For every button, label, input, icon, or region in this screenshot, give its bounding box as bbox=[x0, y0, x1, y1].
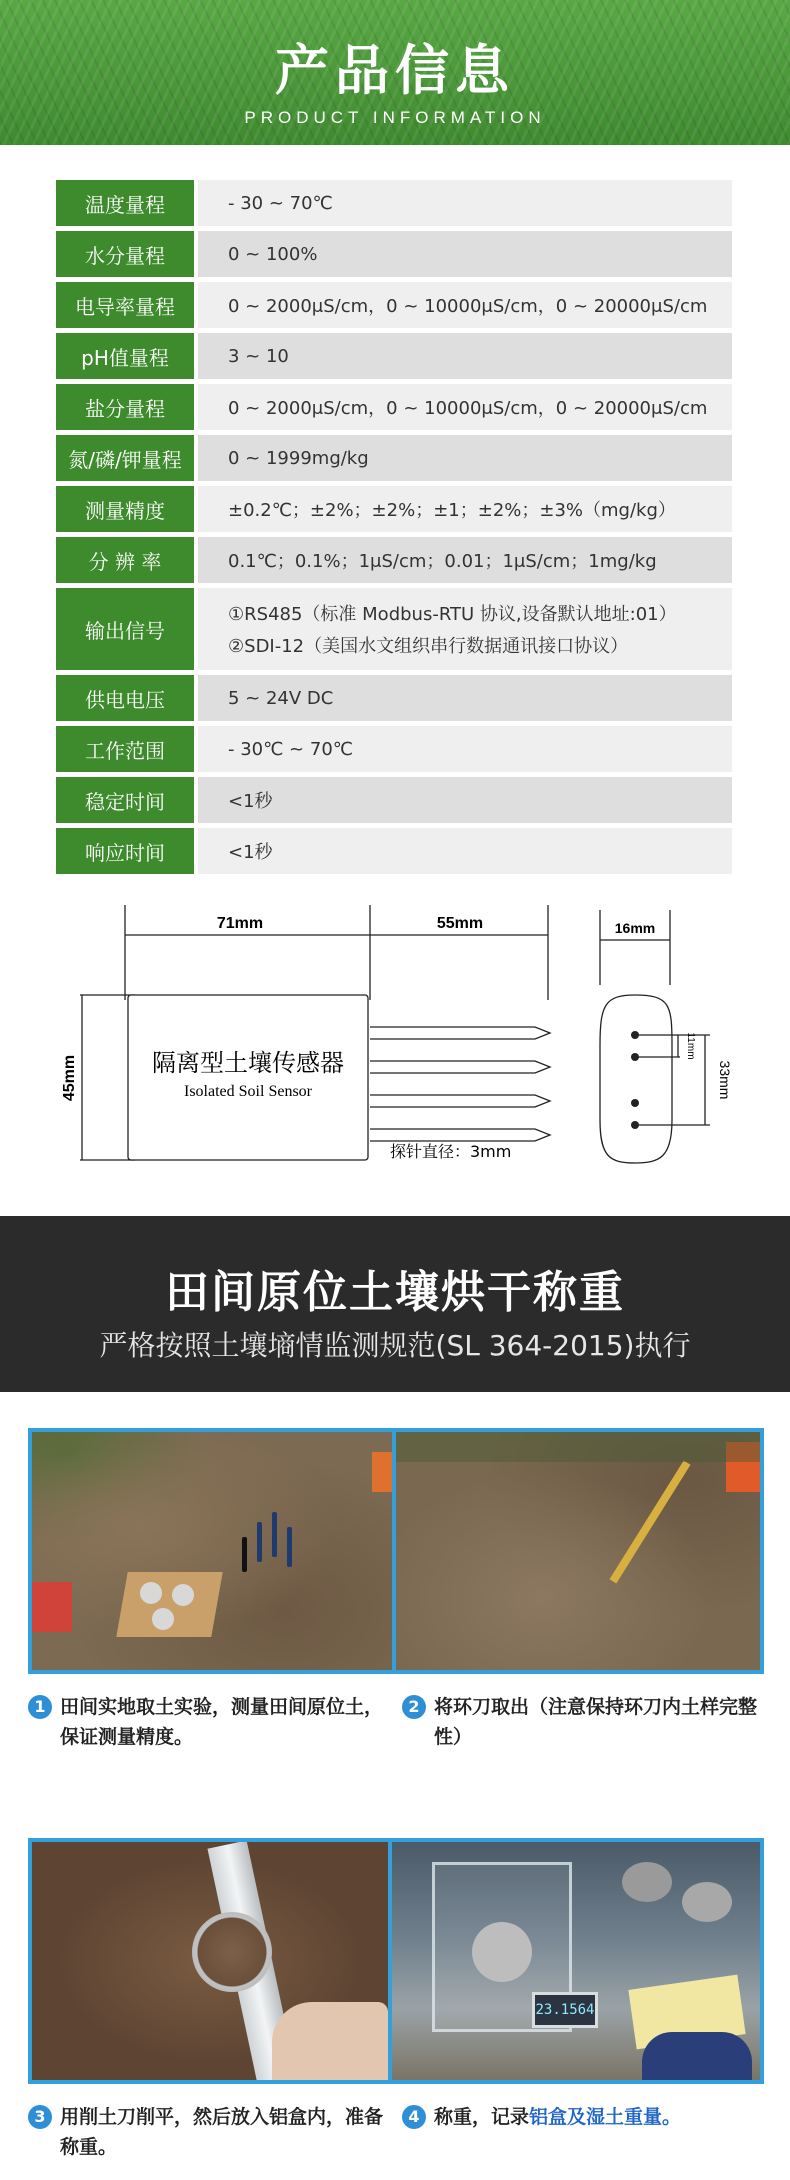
dim-label-width: 16mm bbox=[614, 920, 656, 936]
dimension-drawing-svg bbox=[60, 895, 740, 1175]
header-banner bbox=[0, 0, 790, 145]
section-banner bbox=[0, 1216, 790, 1392]
photo-row-1 bbox=[28, 1428, 764, 1674]
spec-value: 5 ~ 24V DC bbox=[198, 675, 732, 721]
ring-knife-image bbox=[192, 1912, 272, 1992]
spec-label: 分 辨 率 bbox=[56, 537, 194, 583]
sensor-name-en: Isolated Soil Sensor bbox=[184, 1083, 312, 1100]
bucket-image bbox=[32, 1582, 72, 1632]
ring-knife-image bbox=[140, 1582, 162, 1604]
hand-image bbox=[642, 2032, 752, 2080]
spec-value: 0 ~ 2000μS/cm，0 ~ 10000μS/cm，0 ~ 20000μS/cm bbox=[198, 384, 732, 430]
photo-weighing bbox=[392, 1842, 760, 2080]
spec-table bbox=[56, 180, 732, 879]
section-title: 田间原位土壤烘干称重 bbox=[165, 1267, 625, 1318]
step-number: 3 bbox=[28, 2105, 52, 2129]
aluminum-box-image bbox=[622, 1862, 672, 1902]
sensor-probe-image bbox=[257, 1522, 262, 1562]
dim-label-pitch: 11mm bbox=[685, 1032, 696, 1060]
step-1 bbox=[28, 1692, 393, 1752]
shovel-handle-image bbox=[610, 1461, 691, 1584]
spec-label: 电导率量程 bbox=[56, 282, 194, 328]
spec-value: 0.1℃；0.1%；1μS/cm；0.01；1μS/cm；1mg/kg bbox=[198, 537, 732, 583]
step-2 bbox=[402, 1692, 772, 1752]
ring-knife-image bbox=[172, 1584, 194, 1606]
probe bbox=[370, 1061, 550, 1073]
sensor-probe-image bbox=[272, 1512, 277, 1557]
probe-dot bbox=[631, 1031, 639, 1039]
spec-label: 测量精度 bbox=[56, 486, 194, 532]
spec-label: 水分量程 bbox=[56, 231, 194, 277]
sensor-body bbox=[128, 995, 368, 1160]
spec-label: 氮/磷/钾量程 bbox=[56, 435, 194, 481]
dim-label-probe-length: 55mm bbox=[436, 915, 484, 932]
step-text bbox=[434, 2102, 681, 2132]
spec-value: ±0.2℃；±2%；±2%；±1；±2%；±3%（mg/kg） bbox=[198, 486, 732, 532]
spec-row bbox=[56, 180, 732, 226]
page-title: 产品信息 bbox=[275, 39, 515, 102]
probe bbox=[370, 1129, 550, 1141]
aluminum-box-image bbox=[472, 1922, 532, 1982]
sensor-name-cn: 隔离型土壤传感器 bbox=[152, 1049, 344, 1077]
step-number: 1 bbox=[28, 1695, 52, 1719]
side-profile bbox=[600, 995, 672, 1163]
spec-row bbox=[56, 588, 732, 670]
dim-label-height: 45mm bbox=[61, 1054, 78, 1102]
probe-dot bbox=[631, 1099, 639, 1107]
spec-label: 稳定时间 bbox=[56, 777, 194, 823]
spec-label: 温度量程 bbox=[56, 180, 194, 226]
spec-row bbox=[56, 675, 732, 721]
spec-label: 输出信号 bbox=[56, 588, 194, 670]
spec-value: <1秒 bbox=[198, 777, 732, 823]
photo-ring-knife bbox=[396, 1432, 760, 1670]
photo-trimming bbox=[32, 1842, 388, 2080]
step-text-highlight: 铝盒及湿土重量。 bbox=[529, 2106, 682, 2128]
spec-label: 供电电压 bbox=[56, 675, 194, 721]
spec-value: <1秒 bbox=[198, 828, 732, 874]
spec-row bbox=[56, 537, 732, 583]
spec-row bbox=[56, 333, 732, 379]
step-text: 田间实地取土实验，测量田间原位土，保证测量精度。 bbox=[60, 1696, 384, 1748]
step-text-prefix: 称重，记录 bbox=[434, 2106, 530, 2128]
spec-row bbox=[56, 828, 732, 874]
hand-image bbox=[272, 2002, 388, 2080]
dim-label-span: 33mm bbox=[717, 1060, 733, 1100]
probe bbox=[370, 1095, 550, 1107]
spec-value: 0 ~ 100% bbox=[198, 231, 732, 277]
sensor-probe-image bbox=[242, 1537, 247, 1572]
spec-label: 工作范围 bbox=[56, 726, 194, 772]
spec-row bbox=[56, 486, 732, 532]
photo-field-sampling bbox=[32, 1432, 392, 1670]
grass-image bbox=[396, 1432, 760, 1462]
spec-row bbox=[56, 726, 732, 772]
step-number: 4 bbox=[402, 2105, 426, 2129]
spec-row bbox=[56, 384, 732, 430]
spec-value: - 30℃ ~ 70℃ bbox=[198, 726, 732, 772]
spec-row bbox=[56, 777, 732, 823]
step-text: 用削土刀削平，然后放入铝盒内，准备称重。 bbox=[60, 2106, 384, 2158]
aluminum-box-image bbox=[682, 1882, 732, 1922]
scale-display: 23.1564 bbox=[532, 1992, 598, 2028]
spec-value: - 30 ~ 70℃ bbox=[198, 180, 732, 226]
spec-value: 0 ~ 1999mg/kg bbox=[198, 435, 732, 481]
spec-row bbox=[56, 231, 732, 277]
dimension-drawing bbox=[60, 895, 740, 1175]
spec-row bbox=[56, 435, 732, 481]
spec-value: ①RS485（标准 Modbus-RTU 协议,设备默认地址:01） ②SDI-12（美国水文组织串行数据通讯接口协议） bbox=[198, 588, 732, 670]
probe-diameter-label: 探针直径：3mm bbox=[390, 1142, 512, 1161]
ring-knife-image bbox=[152, 1608, 174, 1630]
step-3 bbox=[28, 2102, 393, 2162]
spec-row bbox=[56, 282, 732, 328]
probe bbox=[370, 1027, 550, 1039]
spec-label: 盐分量程 bbox=[56, 384, 194, 430]
section-subtitle: 严格按照土壤墒情监测规范(SL 364-2015)执行 bbox=[99, 1329, 691, 1362]
page-subtitle: PRODUCT INFORMATION bbox=[244, 108, 546, 127]
dim-label-body-length: 71mm bbox=[216, 915, 264, 932]
step-4 bbox=[402, 2102, 772, 2132]
sensor-probe-image bbox=[287, 1527, 292, 1567]
bucket-image bbox=[372, 1452, 392, 1492]
spec-value: 0 ~ 2000μS/cm，0 ~ 10000μS/cm，0 ~ 20000μS/cm bbox=[198, 282, 732, 328]
probe-dot bbox=[631, 1121, 639, 1129]
step-number: 2 bbox=[402, 1695, 426, 1719]
photo-row-2 bbox=[28, 1838, 764, 2084]
spec-label: 响应时间 bbox=[56, 828, 194, 874]
step-text: 将环刀取出（注意保持环刀内土样完整性） bbox=[434, 1696, 758, 1748]
spec-value: 3 ~ 10 bbox=[198, 333, 732, 379]
probe-dot bbox=[631, 1053, 639, 1061]
spec-label: pH值量程 bbox=[56, 333, 194, 379]
